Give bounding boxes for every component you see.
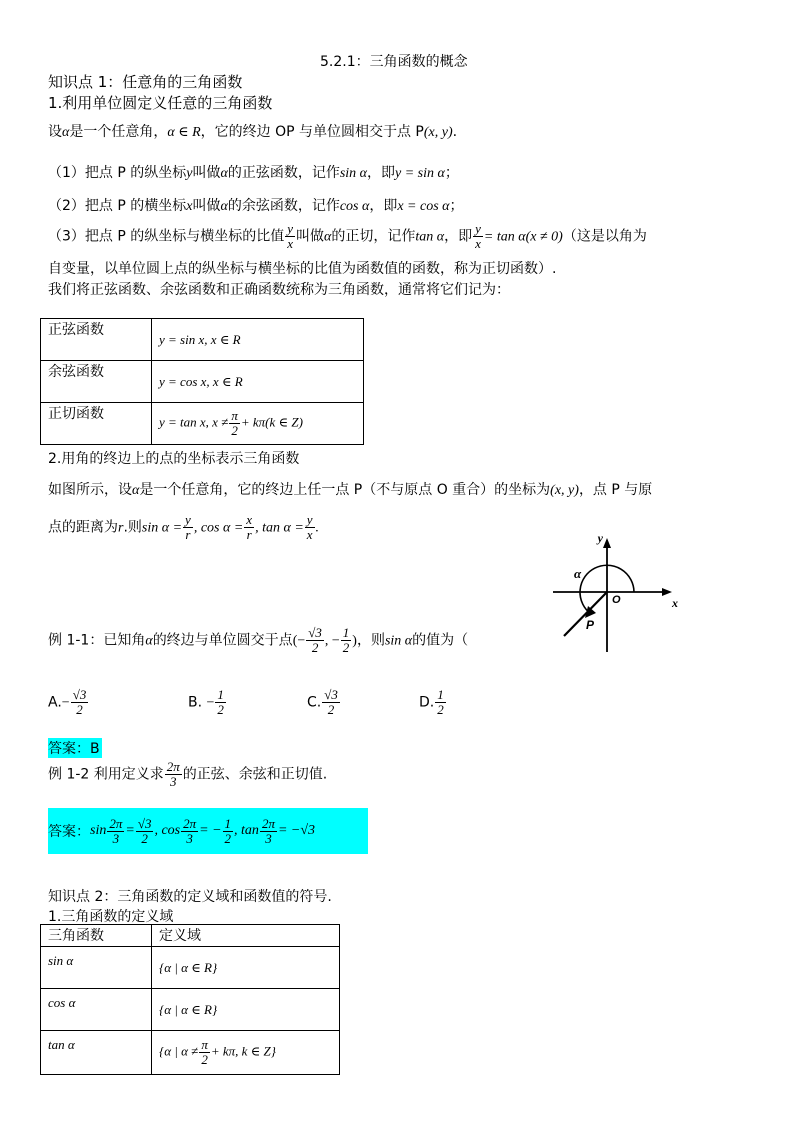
option-b: B. − $\frac{1}{2}$ — [188, 687, 224, 717]
table-row-domain: {α | α ∈ R} — [152, 947, 340, 989]
kp1-heading: 知识点 1：任意角的三角函数 — [48, 73, 243, 91]
kp1-item2: （2）把点 P 的横坐标x叫做α的余弦函数，记作cos α，即x = cos α； — [48, 198, 464, 214]
kp1-item3: （3）把点 P 的纵坐标与横坐标的比值 $\frac{y}{x}$ 叫做α的正切，记作tan α，即 $\frac{y}{x}$ = tan α(x ≠ 0)（这是以角为 — [48, 221, 647, 251]
kp2-sub1: 1.三角函数的定义域 — [48, 909, 174, 925]
kp1-summary: 我们将正弦函数、余弦函数和正确函数统称为三角函数，通常将它们记为： — [48, 282, 510, 298]
answer-1-1: 答案：B — [48, 738, 102, 758]
y-axis-label: y — [597, 531, 603, 545]
table-header-domain: 定义域 — [152, 925, 340, 947]
table-row-formula: y = sin x, x ∈ R — [152, 319, 364, 361]
table-row-name: 正切函数 — [41, 403, 152, 445]
point-p-label: P — [586, 618, 595, 632]
kp1-item1: （1）把点 P 的纵坐标y叫做α的正弦函数，记作sin α，即y = sin α； — [48, 165, 459, 181]
kp1-sub1: 1.利用单位圆定义任意的三角函数 — [48, 94, 273, 112]
table-row-formula: y = tan x, x ≠ $\frac{\pi}{2}$ + kπ(k ∈ Z) — [152, 403, 364, 445]
table-row-domain: {α | α ≠ $\frac{\pi}{2}$ + kπ, k ∈ Z} — [152, 1031, 340, 1075]
alpha-label: α — [574, 566, 582, 581]
table-row-domain: {α | α ∈ R} — [152, 989, 340, 1031]
angle-figure — [548, 528, 678, 656]
table-row-fn: sin α — [41, 947, 152, 989]
table-row-fn: cos α — [41, 989, 152, 1031]
domain-table — [40, 924, 340, 1075]
option-a: A.− $\frac{√3}{2}$ — [48, 687, 87, 717]
table-header-function: 三角函数 — [41, 925, 152, 947]
kp1-sub2: 2.用角的终边上的点的坐标表示三角函数 — [48, 451, 300, 467]
kp1-intro: 设α是一个任意角，α ∈ R，它的终边 OP 与单位圆相交于点 P(x, y). — [48, 124, 458, 140]
option-c: C. $\frac{√3}{2}$ — [307, 687, 338, 717]
kp1-definition-formula: 点的距离为r.则sin α = $\frac{y}{r}$ , cos α = $\frac{x}{r}$ , tan α = $\frac{y}{x}$ . — [48, 512, 320, 542]
table-row-name: 余弦函数 — [41, 361, 152, 403]
table-row-formula: y = cos x, x ∈ R — [152, 361, 364, 403]
example-1-1: 例 1-1：已知角α的终边与单位圆交于点(− $\frac{√3}{2}$ , − $\frac{1}{2}$ )，则sin α的值为（ — [48, 625, 469, 655]
kp1-item3-cont: 自变量，以单位圆上点的纵坐标与横坐标的比值为函数值的函数，称为正切函数）. — [48, 261, 557, 277]
kp1-figure-text: 如图所示，设α是一个任意角，它的终边上任一点 P（不与原点 O 重合）的坐标为(x, y)，点 P 与原 — [48, 482, 653, 498]
table-row-fn: tan α — [41, 1031, 152, 1075]
option-d: D. $\frac{1}{2}$ — [419, 687, 444, 717]
x-axis-label: x — [672, 596, 678, 610]
origin-label: O — [612, 594, 621, 606]
table-row-name: 正弦函数 — [41, 319, 152, 361]
example-1-2: 例 1-2 利用定义求 $\frac{2\pi}{3}$ 的正弦、余弦和正切值. — [48, 759, 328, 789]
kp2-heading: 知识点 2：三角函数的定义域和函数值的符号. — [48, 889, 332, 905]
trig-functions-table — [40, 318, 364, 445]
page-title: 5.2.1：三角函数的概念 — [320, 54, 468, 70]
answer-1-2: 答案： sin $\frac{2\pi}{3}$ = $\frac{√3}{2}$ , cos $\frac{2\pi}{3}$ = − $\frac{1}{2}$ , tan $\frac{2\pi}{3}$ = −√3 — [48, 808, 368, 854]
